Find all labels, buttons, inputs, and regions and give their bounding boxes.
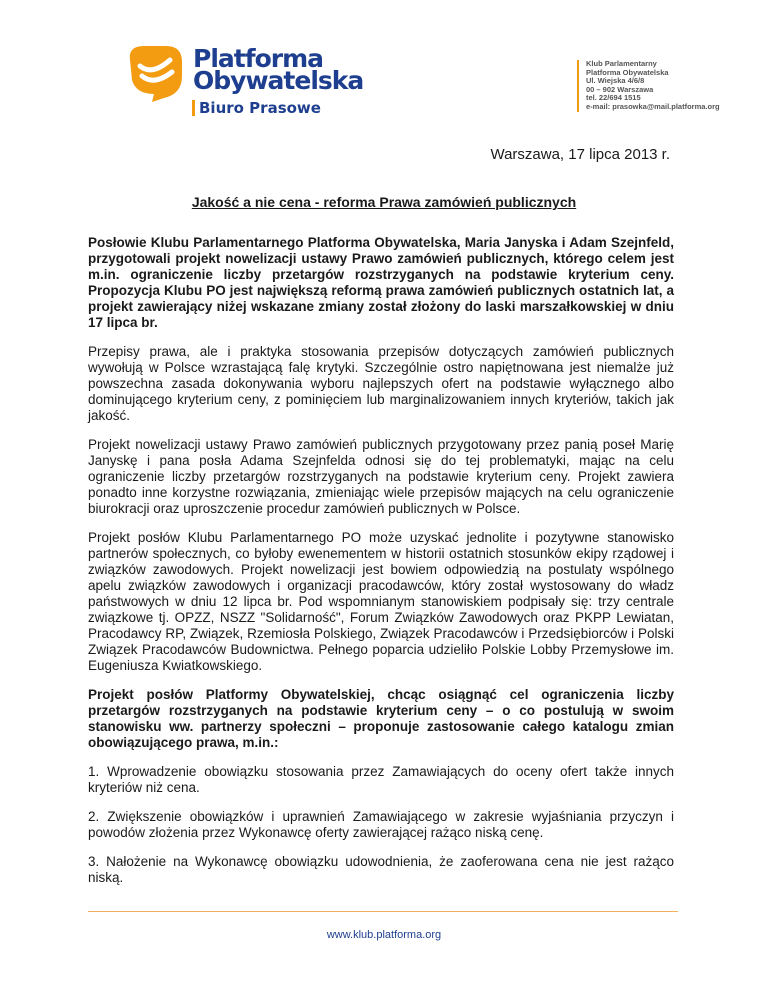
summary-paragraph: Projekt posłów Platformy Obywatelskiej, chcąc osiągnąć cel ograniczenia liczby przetargów rozstrzyganych na podstawie kryterium ceny – o co postulują w swoim stanowisku ww. partnerzy społeczni – proponuje zastosowanie całego katalogu zmian obowiązującego prawa, m.in.: (88, 687, 674, 750)
footer-divider (88, 911, 678, 912)
contact-block (577, 60, 720, 112)
contact-line: 00 – 902 Warszawa (586, 84, 654, 94)
contact-line: Klub Parlamentarny (586, 59, 657, 68)
body-paragraph: Projekt posłów Klubu Parlamentarnego PO może uzyskać jednolite i pozytywne stanowisko partnerów społecznych, co byłoby ewenementem w historii ostatnich stosunków ekipy rządowej i związków zawodowych. Projekt nowelizacji jest bowiem odpowiedzią na postulaty wspólnego apelu związków zawodowych i organizacji pracodawców, który został wystosowany do władz państwowych w dniu 12 lipca br. Pod wspomnianym stanowiskiem podpisały się: trzy centrale związkowe tj. OPZZ, NSZZ "Solidarność", Forum Związków Zawodowych oraz PKPP Lewiatan, Pracodawcy RP, Związek, Rzemiosła Polskiego, Związek Pracodawców i Przedsiębiorców i Polski Związek Pracodawców Budownictwa. Pełnego poparcia udzieliło Polskie Lobby Przemysłowe im. Eugeniusza Kwiatkowskiego. (88, 530, 674, 673)
body-paragraph: Projekt nowelizacji ustawy Prawo zamówień publicznych przygotowany przez panią poseł Marię Janyskę i pana posła Adama Szejnfelda odnosi się do tej problematyki, mając na celu ograniczenie liczby przetargów rozstrzyganych na podstawie kryterium ceny. Projekt zawiera ponadto inne korzystne rozwiązania, zmieniając wiele przepisów mających na celu ograniczenie biurokracji oraz uproszczenie procedur zamówień publicznych w Polsce. (88, 437, 674, 516)
list-item: 3. Nałożenie na Wykonawcę obowiązku udowodnienia, że zaoferowana cena nie jest rażąco niską. (88, 854, 674, 885)
logo-line1: Platforma (193, 44, 324, 73)
body-paragraph: Przepisy prawa, ale i praktyka stosowania przepisów dotyczących zamówień publicznych wywołują w Polsce wzrastającą falę krytyki. Szczególnie ostro napiętnowana jest niemalże już powszechna zasada dokonywania wyboru najlepszych ofert na podstawie wyłącznego albo dominującego kryterium ceny, z pominięciem lub marginalizowaniem innych kryteriów, takich jak jakość. (88, 344, 674, 423)
lead-paragraph: Posłowie Klubu Parlamentarnego Platforma Obywatelska, Maria Janyska i Adam Szejnfeld, przygotowali projekt nowelizacji ustawy Prawo zamówień publicznych, którego celem jest m.in. ograniczenie liczby przetargów rozstrzyganych na podstawie kryterium ceny. Propozycja Klubu PO jest największą reformą prawa zamówień publicznych ostatnich lat, a projekt zawierający niżej wskazane zmiany został złożony do laski marszałkowskiej w dniu 17 lipca br. (88, 235, 674, 330)
contact-email: e-mail: prasowka@mail.platforma.org (586, 101, 720, 111)
party-logo (122, 42, 367, 122)
document-body (88, 235, 674, 899)
list-item: 2. Zwiększenie obowiązków i uprawnień Zamawiającego w zakresie wyjaśniania przyczyn i powodów złożenia przez Wykonawcę oferty zawierającej rażąco niską cenę. (88, 809, 674, 840)
logo-subtitle: Biuro Prasowe (192, 100, 321, 116)
list-item: 1. Wprowadzenie obowiązku stosowania przez Zamawiających do oceny ofert także innych kryteriów niż cena. (88, 764, 674, 795)
logo-line2: Obywatelska (193, 66, 364, 95)
date-line: Warszawa, 17 lipca 2013 r. (490, 146, 670, 163)
contact-line: Ul. Wiejska 4/6/8 (586, 76, 645, 86)
contact-line: tel. 22/694 1515 (586, 93, 641, 103)
contact-line: Platforma Obywatelska (586, 67, 669, 77)
footer-website-link[interactable]: www.klub.platforma.org (326, 929, 442, 941)
document-title: Jakość a nie cena - reforma Prawa zamówień publicznych (191, 194, 577, 210)
logo-name (193, 44, 364, 95)
logo-mark-icon (122, 42, 188, 106)
